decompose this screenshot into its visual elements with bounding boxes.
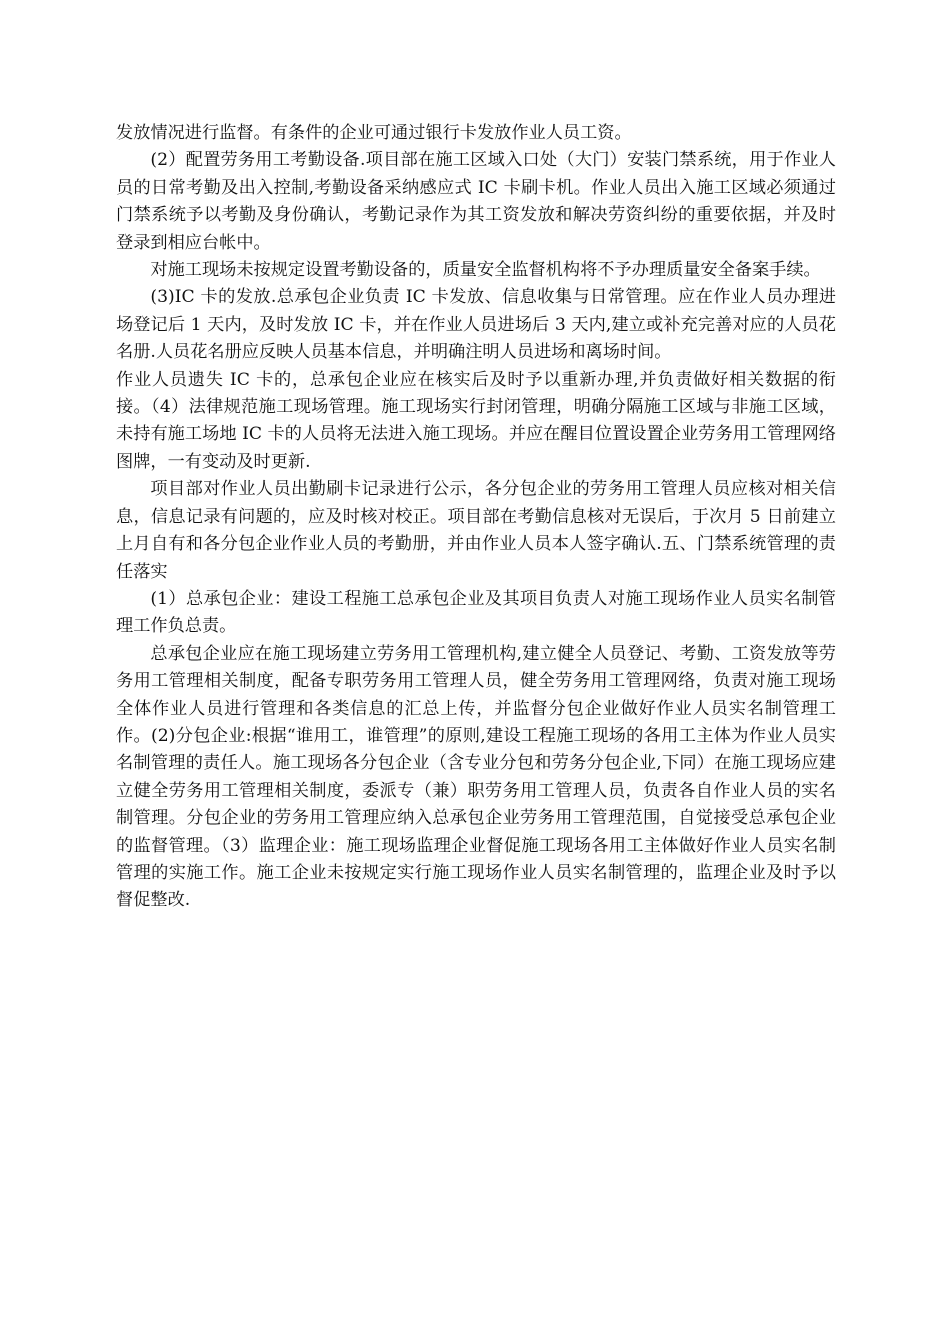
- paragraph-3: 对施工现场未按规定设置考勤设备的，质量安全监督机构将不予办理质量安全备案手续。: [150, 260, 821, 281]
- paragraph-2: (2）配置劳务用工考勤设备.项目部在施工区域入口处（大门）安装门禁系统，用于作业人员的日常考勤及出入控制,考勤设备采纳感应式 IC 卡刷卡机。作业人员出入施工区域必须通过门禁系统予以考勤及身份确认，考勤记录作为其工资发放和解决劳资纠纷的重要依据，并及时登录到相应台帐中。: [116, 150, 836, 253]
- paragraph-4: (3)IC 卡的发放.总承包企业负责 IC 卡发放、信息收集与日常管理。应在作业人员办理进场登记后 1 天内，及时发放 IC 卡，并在作业人员进场后 3 天内,建立或补充完善对应的人员花名册.人员花名册应反映人员基本信息，并明确注明人员进场和离场时间。: [116, 287, 836, 363]
- paragraph-7: (1）总承包企业：建设工程施工总承包企业及其项目负责人对施工现场作业人员实名制管理工作负总责。: [116, 588, 836, 637]
- document-body: [116, 120, 836, 915]
- paragraph-6: 项目部对作业人员出勤刷卡记录进行公示，各分包企业的劳务用工管理人员应核对相关信息，信息记录有问题的，应及时核对校正。项目部在考勤信息核对无误后，于次月 5 日前建立上月自有和各分包企业作业人员的考勤册，并由作业人员本人签字确认.五、门禁系统管理的责任落实: [116, 479, 836, 582]
- paragraph-5: 作业人员遗失 IC 卡的，总承包企业应在核实后及时予以重新办理,并负责做好相关数据的衔接。（4）法律规范施工现场管理。施工现场实行封闭管理，明确分隔施工区域与非施工区域，未持有施工场地 IC 卡的人员将无法进入施工现场。并应在醒目位置设置企业劳务用工管理网络图牌，一有变动及时更新.: [116, 369, 836, 472]
- paragraph-1: 发放情况进行监督。有条件的企业可通过银行卡发放作业人员工资。: [116, 123, 632, 143]
- paragraph-8: 总承包企业应在施工现场建立劳务用工管理机构,建立健全人员登记、考勤、工资发放等劳务用工管理相关制度，配备专职劳务用工管理人员，健全劳务用工管理网络，负责对施工现场全体作业人员进行管理和各类信息的汇总上传，并监督分包企业做好作业人员实名制管理工作。(2)分包企业:根据“谁用工，谁管理”的原则,建设工程施工现场的各用工主体为作业人员实名制管理的责任人。施工现场各分包企业（含专业分包和劳务分包企业,下同）在施工现场应建立健全劳务用工管理相关制度，委派专（兼）职劳务用工管理人员，负责各自作业人员的实名制管理。分包企业的劳务用工管理应纳入总承包企业劳务用工管理范围，自觉接受总承包企业的监督管理。（3）监理企业：施工现场监理企业督促施工现场各用工主体做好作业人员实名制管理的实施工作。施工企业未按规定实行施工现场作业人员实名制管理的，监理企业及时予以督促整改.: [116, 643, 836, 911]
